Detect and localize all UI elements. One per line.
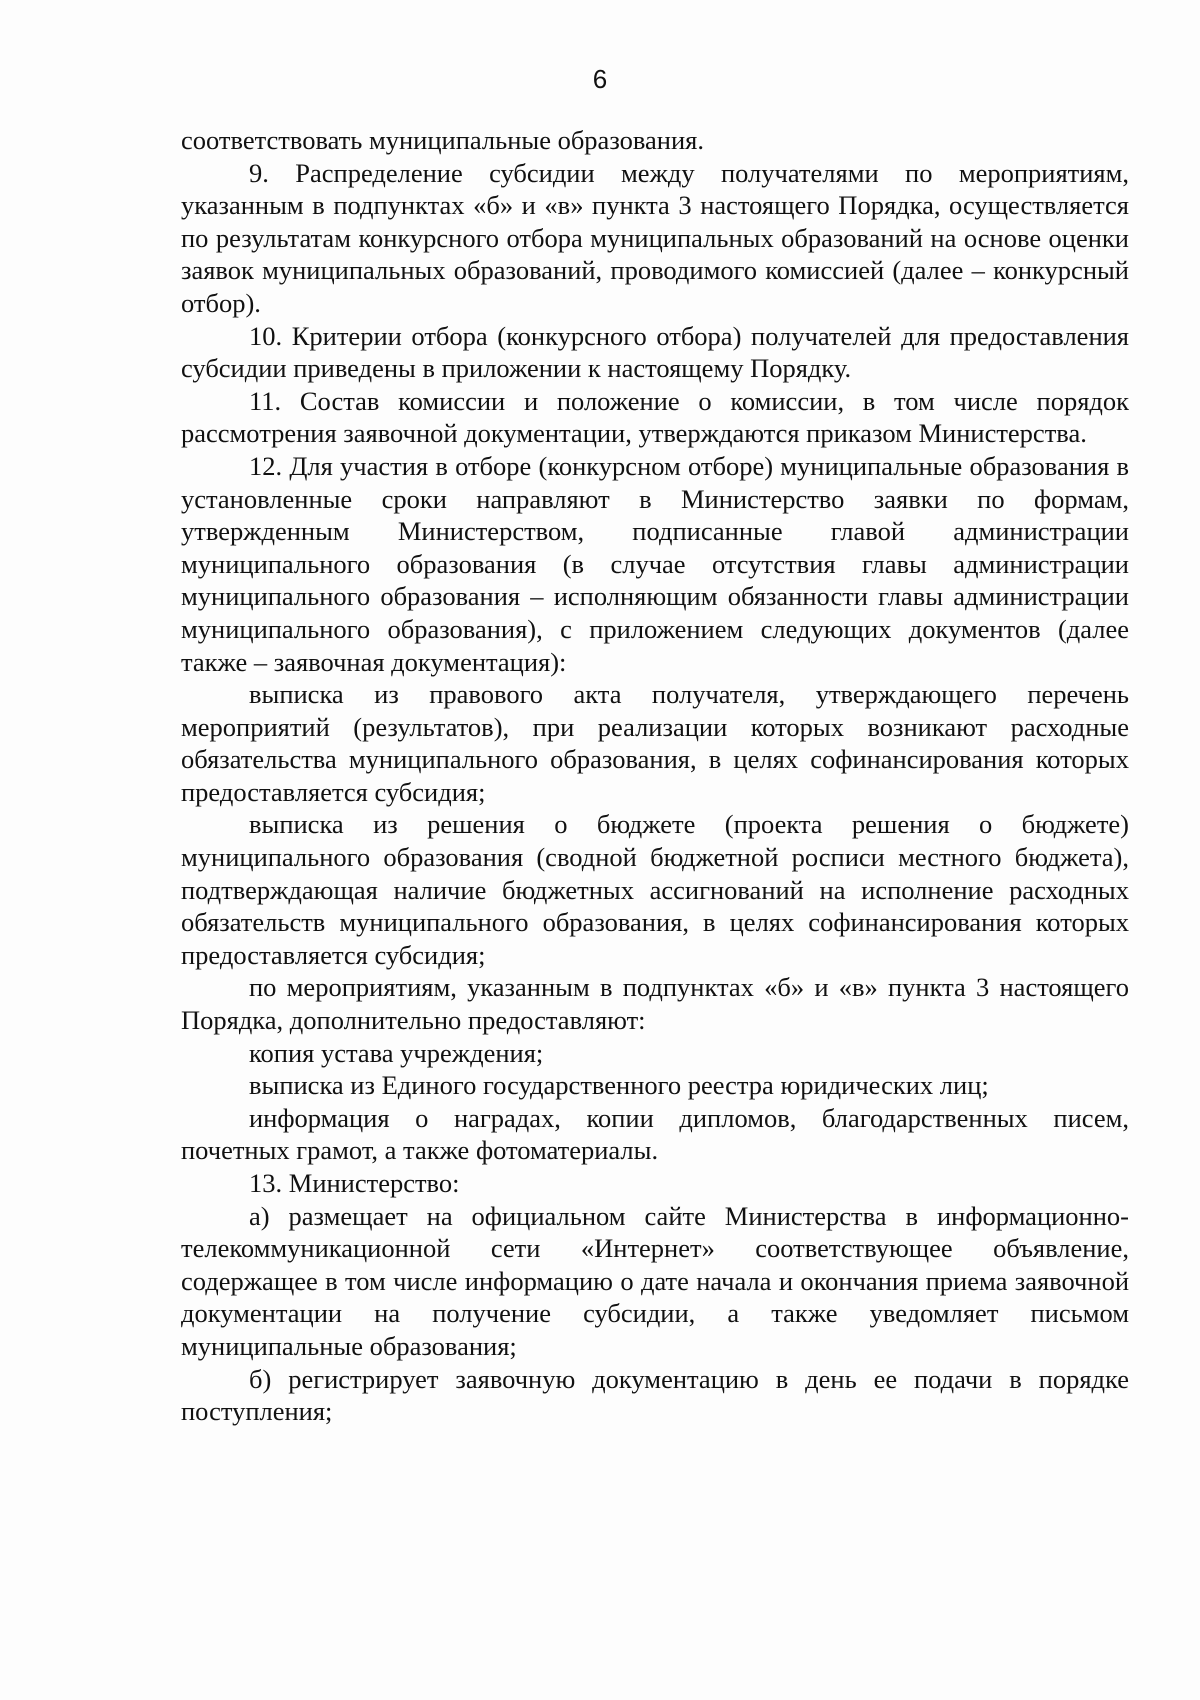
paragraph-list-awards-info: информация о наградах, копии дипломов, благодарственных писем, почетных грамот, а также фотоматериалы.: [181, 1102, 1129, 1166]
paragraph-list-extract-legal-act: выписка из правового акта получателя, утверждающего перечень мероприятий (результатов), при реализации которых возникают расходные обязательства муниципального образования, в целях софинансирования которых предоставляется субсидия;: [181, 679, 1129, 807]
paragraph-item-13: 13. Министерство:: [249, 1168, 460, 1198]
page-number: 6: [592, 64, 608, 94]
paragraph-item-11: 11. Состав комиссии и положение о комиссии, в том числе порядок рассмотрения заявочной документации, утверждаются приказом Министерства.: [181, 385, 1129, 449]
paragraph-list-additional: по мероприятиям, указанным в подпунктах «б» и «в» пункта 3 настоящего Порядка, дополнительно предоставляют:: [181, 972, 1129, 1036]
paragraph-item-9: 9. Распределение субсидии между получателями по мероприятиям, указанным в подпунктах «б» и «в» пункта 3 настоящего Порядка, осуществляется по результатам конкурсного отбора муниципальных образований на основе оценки заявок муниципальных образований, проводимого комиссией (далее – конкурсный отбор).: [181, 157, 1129, 318]
paragraph-list-extract-budget: выписка из решения о бюджете (проекта решения о бюджете) муниципального образования (сводной бюджетной росписи местного бюджета), подтверждающая наличие бюджетных ассигнований на исполнение расходных обязательств муниципального образования, в целях софинансирования которых предоставляется субсидия;: [181, 809, 1129, 970]
paragraph-item-12: 12. Для участия в отборе (конкурсном отборе) муниципальные образования в установленные сроки направляют в Министерство заявки по формам, утвержденным Министерством, подписанные главой администрации муниципального образования (в случае отсутствия главы администрации муниципального образования – исполняющим обязанности главы администрации муниципального образования), с приложением следующих документов (далее также – заявочная документация):: [181, 450, 1129, 677]
paragraph-list-charter-copy: копия устава учреждения;: [249, 1037, 544, 1068]
paragraph-subitem-a: а) размещает на официальном сайте Министерства в информационно-телекоммуникационной сети «Интернет» соответствующее объявление, содержащее в том числе информацию о дате начала и окончания приема заявочной документации на получение субсидии, а также уведомляет письмом муниципальные образования;: [181, 1200, 1129, 1361]
paragraph-item-10: 10. Критерии отбора (конкурсного отбора) получателей для предоставления субсидии приведены в приложении к настоящему Порядку.: [181, 320, 1129, 384]
paragraph-subitem-b: б) регистрирует заявочную документацию в день ее подачи в порядке поступления;: [181, 1363, 1129, 1427]
paragraph-list-registry-extract: выписка из Единого государственного реестра юридических лиц;: [249, 1070, 989, 1101]
document-body: [181, 124, 1129, 1428]
paragraph-continuation: соответствовать муниципальные образования.: [181, 125, 704, 155]
